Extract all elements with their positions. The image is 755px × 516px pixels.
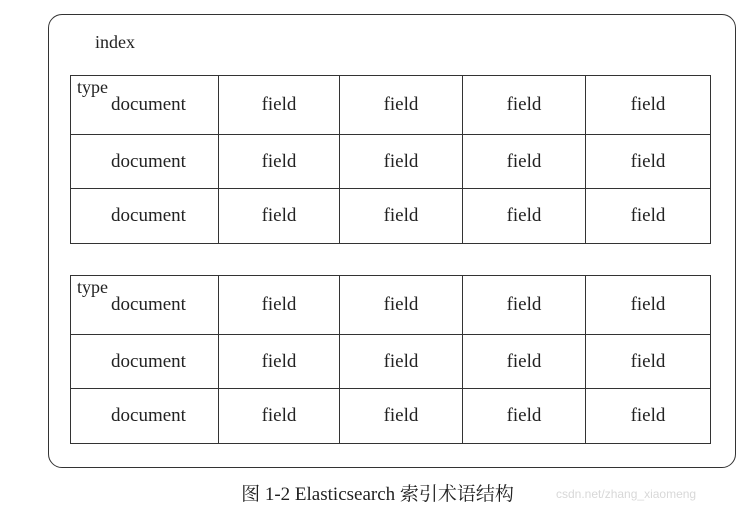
field-cell: field: [463, 76, 586, 135]
field-cell: field: [463, 276, 586, 335]
document-cell: [71, 335, 219, 389]
table-row: [71, 189, 711, 244]
field-cell: field: [219, 276, 340, 335]
field-cell: field: [463, 135, 586, 189]
field-cell: field: [586, 76, 711, 135]
document-cell: [71, 135, 219, 189]
type-table: [70, 75, 711, 244]
index-label: index: [95, 32, 135, 52]
document-label: document: [111, 94, 186, 115]
type-label: type: [77, 277, 108, 297]
field-cell: field: [586, 135, 711, 189]
type-table: [70, 275, 711, 444]
field-cell: field: [340, 135, 463, 189]
document-label: document: [111, 150, 186, 172]
table-row: [71, 76, 711, 135]
field-cell: field: [586, 389, 711, 444]
document-label: document: [111, 294, 186, 315]
figure-caption: 图 1-2 Elasticsearch 索引术语结构: [241, 484, 514, 505]
field-cell: field: [340, 276, 463, 335]
field-cell: field: [219, 189, 340, 244]
document-cell: [71, 76, 219, 135]
table-row: [71, 389, 711, 444]
field-cell: field: [586, 335, 711, 389]
field-cell: field: [219, 335, 340, 389]
table-row: [71, 335, 711, 389]
document-cell: [71, 276, 219, 335]
field-cell: field: [586, 189, 711, 244]
field-cell: field: [586, 276, 711, 335]
table-row: [71, 135, 711, 189]
watermark: csdn.net/zhang_xiaomeng: [556, 487, 697, 501]
field-cell: field: [463, 389, 586, 444]
field-cell: field: [463, 335, 586, 389]
type-label: type: [77, 77, 108, 97]
field-cell: field: [219, 76, 340, 135]
document-label: document: [111, 350, 186, 372]
table-row: [71, 276, 711, 335]
document-cell: [71, 389, 219, 444]
field-cell: field: [340, 76, 463, 135]
document-label: document: [111, 205, 186, 226]
document-cell: [71, 189, 219, 244]
document-label: document: [111, 405, 186, 426]
field-cell: field: [219, 135, 340, 189]
field-cell: field: [340, 389, 463, 444]
field-cell: field: [340, 335, 463, 389]
field-cell: field: [463, 189, 586, 244]
field-cell: field: [219, 389, 340, 444]
field-cell: field: [340, 189, 463, 244]
